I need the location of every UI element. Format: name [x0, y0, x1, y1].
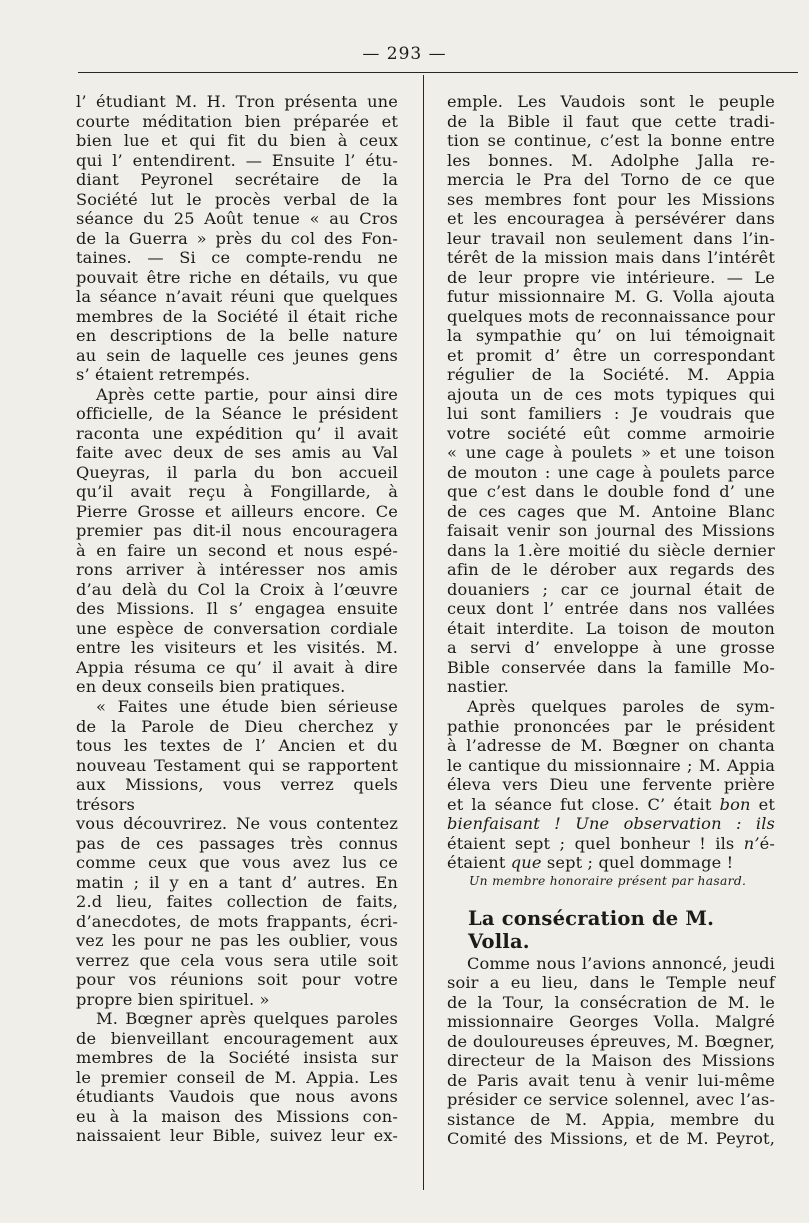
text-line: rons arriver à intéresser nos amis — [76, 560, 398, 580]
text-line: diant Peyronel secrétaire de la — [76, 170, 398, 190]
section-body — [447, 954, 775, 1149]
text-segment: étaient — [447, 853, 506, 873]
text-line: douaniers ; car ce journal était de — [447, 579, 775, 599]
text-line: à en faire un second et nous espé- — [76, 540, 398, 560]
text-line: régulier de la Société. M. Appia — [447, 365, 775, 385]
text-line: pathie prononcées par le président — [447, 716, 775, 736]
text-line: les bonnes. M. Adolphe Jalla re- — [447, 150, 775, 170]
text-line: lui sont familiers : Je voudrais que — [447, 404, 775, 424]
text-line: le premier conseil de M. Appia. Les — [76, 1067, 398, 1087]
text-line: tion se continue, c’est la bonne entre — [447, 131, 775, 151]
text-line: Pierre Grosse et ailleurs encore. Ce — [76, 501, 398, 521]
text-line: « une cage à poulets » et une toison — [447, 443, 775, 463]
text-line: « Faites une étude bien sérieuse — [96, 696, 398, 716]
text-line: séance du 25 Août tenue « au Cros — [76, 209, 398, 229]
text-line: s’ étaient retrempés. — [76, 365, 251, 385]
section-heading: La consécration de M. Volla. — [468, 906, 715, 953]
italic-word: bon — [719, 794, 751, 814]
text-line: pouvait être riche en détails, vu que — [76, 267, 398, 287]
text-line: l’ étudiant M. H. Tron présenta une — [76, 92, 398, 111]
text-line: taines. — Si ce compte-rendu ne — [76, 248, 398, 268]
text-segment: et — [758, 794, 776, 814]
text-segment: et la séance fut close. C’ était — [447, 794, 712, 814]
text-line: aux Missions, vous verrez quels trésors — [76, 775, 398, 814]
text-segment: é- — [759, 833, 776, 853]
text-line: Appia résuma ce qu’ il avait à dire — [76, 657, 398, 677]
text-line: pas de ces passages très connus — [76, 833, 398, 853]
text-line: Comité des Missions, et de M. Peyrot, — [447, 1129, 775, 1149]
text-line: vez les pour ne pas les oublier, vous — [76, 931, 398, 951]
text-line: de ces cages que M. Antoine Blanc — [447, 501, 775, 521]
text-line: quelques mots de reconnaissance pour — [447, 306, 775, 326]
text-line: en descriptions de la belle nature — [76, 326, 398, 346]
text-line: missionnaire Georges Volla. Malgré — [447, 1012, 775, 1032]
text-line: d’anecdotes, de mots frappants, écri- — [76, 911, 398, 931]
text-line: 2.d lieu, faites collection de faits, — [76, 892, 398, 912]
text-line: de douloureuses épreuves, M. Bœgner, — [447, 1031, 775, 1051]
text-line: la séance n’avait réuni que quelques — [76, 287, 398, 307]
left-column — [76, 92, 398, 1146]
text-line: votre société eût comme armoirie — [447, 423, 775, 443]
text-line: Société lut le procès verbal de la — [76, 189, 398, 209]
top-rule — [78, 72, 798, 73]
text-line: était interdite. La toison de mouton — [447, 618, 775, 638]
text-line: de Paris avait tenu à venir lui-même — [447, 1070, 775, 1090]
text-line: en deux conseils bien pratiques. — [76, 677, 346, 697]
text-line: comme ceux que vous avez lus ce — [76, 853, 398, 873]
text-line: naissaient leur Bible, suivez leur ex- — [76, 1126, 398, 1146]
italic-word: n’ — [743, 833, 760, 853]
text-line: que c’est dans le double fond d’ une — [447, 482, 775, 502]
text-line: de la Parole de Dieu cherchez y — [76, 716, 398, 736]
right-column — [447, 92, 775, 1149]
text-line: le cantique du missionnaire ; M. Appia — [447, 755, 775, 775]
text-line: faisait venir son journal des Missions — [447, 521, 775, 541]
text-line: mercia le Pra del Torno de ce que — [447, 170, 775, 190]
text-line: raconta une expédition qu’ il avait — [76, 423, 398, 443]
text-line: des Missions. Il s’ engagea ensuite — [76, 599, 398, 619]
text-line — [447, 814, 775, 834]
text-line: nastier. — [447, 677, 509, 697]
text-line: vous découvrirez. Ne vous contentez — [76, 814, 398, 834]
text-line: Après cette partie, pour ainsi dire — [96, 384, 398, 404]
text-line — [447, 853, 775, 873]
text-line — [447, 834, 775, 854]
text-line: bien lue et qui fit du bien à ceux — [76, 131, 398, 151]
text-line: premier pas dit-il nous encouragera — [76, 521, 398, 541]
column-divider — [423, 75, 424, 1190]
text-line: dans la 1.ère moitié du siècle dernier — [447, 540, 775, 560]
text-line: officielle, de la Séance le président — [76, 404, 398, 424]
text-segment: sept ; quel dommage ! — [546, 853, 734, 873]
text-line: de la Guerra » près du col des Fon- — [76, 228, 398, 248]
text-line: verrez que cela vous sera utile soit — [76, 950, 398, 970]
text-line: éleva vers Dieu une fervente prière — [447, 775, 775, 795]
text-line: M. Bœgner après quelques paroles — [96, 1009, 398, 1029]
text-line: à l’adresse de M. Bœgner on chanta — [447, 736, 775, 756]
text-line: ses membres font pour les Missions — [447, 189, 775, 209]
text-line: une espèce de conversation cordiale — [76, 618, 398, 638]
signature: Un membre honoraire présent par hasard. — [469, 873, 747, 888]
text-line: afin de le dérober aux regards des — [447, 560, 775, 580]
text-line: nouveau Testament qui se rapportent — [76, 755, 398, 775]
text-line: propre bien spirituel. » — [76, 989, 270, 1009]
text-line: matin ; il y en a tant d’ autres. En — [76, 872, 398, 892]
text-line: Après quelques paroles de sym- — [467, 696, 775, 716]
text-line: sistance de M. Appia, membre du — [447, 1109, 775, 1129]
text-line: directeur de la Maison des Missions — [447, 1051, 775, 1071]
text-line: présider ce service solennel, avec l’as- — [447, 1090, 775, 1110]
text-line: futur missionnaire M. G. Volla ajouta — [447, 287, 775, 307]
text-line: a servi d’ enveloppe à une grosse — [447, 638, 775, 658]
text-line: et promit d’ être un correspondant — [447, 345, 775, 365]
text-line: emple. Les Vaudois sont le peuple — [447, 92, 775, 111]
text-line: tous les textes de l’ Ancien et du — [76, 736, 398, 756]
text-line: Bible conservée dans la famille Mo- — [447, 657, 775, 677]
text-segment: étaient sept ; quel bonheur ! ils — [447, 833, 735, 853]
text-line: étudiants Vaudois que nous avons — [76, 1087, 398, 1107]
text-line: de leur propre vie intérieure. — Le — [447, 267, 775, 287]
text-line: pour vos réunions soit pour votre — [76, 970, 398, 990]
text-line: ajouta un de ces mots typiques qui — [447, 384, 775, 404]
text-line: la sympathie qu’ on lui témoignait — [447, 326, 775, 346]
text-line — [447, 795, 775, 815]
page-number: — 293 — — [362, 44, 447, 64]
text-line: qui l’ entendirent. — Ensuite l’ étu- — [76, 150, 398, 170]
text-line: térêt de la mission mais dans l’intérêt — [447, 248, 775, 268]
text-line: qu’il avait reçu à Fongillarde, à — [76, 482, 398, 502]
text-line: faite avec deux de ses amis au Val — [76, 443, 398, 463]
text-line: de bienveillant encouragement aux — [76, 1028, 398, 1048]
text-line: leur travail non seulement dans l’in- — [447, 228, 775, 248]
italic-text: bienfaisant ! Une observation : ils — [447, 814, 775, 834]
text-line: au sein de laquelle ces jeunes gens — [76, 345, 398, 365]
text-line: de la Tour, la consécration de M. le — [447, 992, 775, 1012]
text-line: soir a eu lieu, dans le Temple neuf — [447, 973, 775, 993]
text-line: de la Bible il faut que cette tradi- — [447, 111, 775, 131]
text-line: membres de la Société insista sur — [76, 1048, 398, 1068]
text-line: de mouton : une cage à poulets parce — [447, 462, 775, 482]
text-line: Queyras, il parla du bon accueil — [76, 462, 398, 482]
text-line: Comme nous l’avions annoncé, jeudi — [467, 953, 775, 973]
text-line: courte méditation bien préparée et — [76, 111, 398, 131]
text-line: eu à la maison des Missions con- — [76, 1106, 398, 1126]
text-line: d’au delà du Col la Croix à l’œuvre — [76, 579, 398, 599]
text-line: entre les visiteurs et les visités. M. — [76, 638, 398, 658]
text-line: ceux dont l’ entrée dans nos vallées — [447, 599, 775, 619]
italic-word: que — [510, 853, 542, 873]
text-line: membres de la Société il était riche — [76, 306, 398, 326]
text-line: et les encouragea à persévérer dans — [447, 209, 775, 229]
